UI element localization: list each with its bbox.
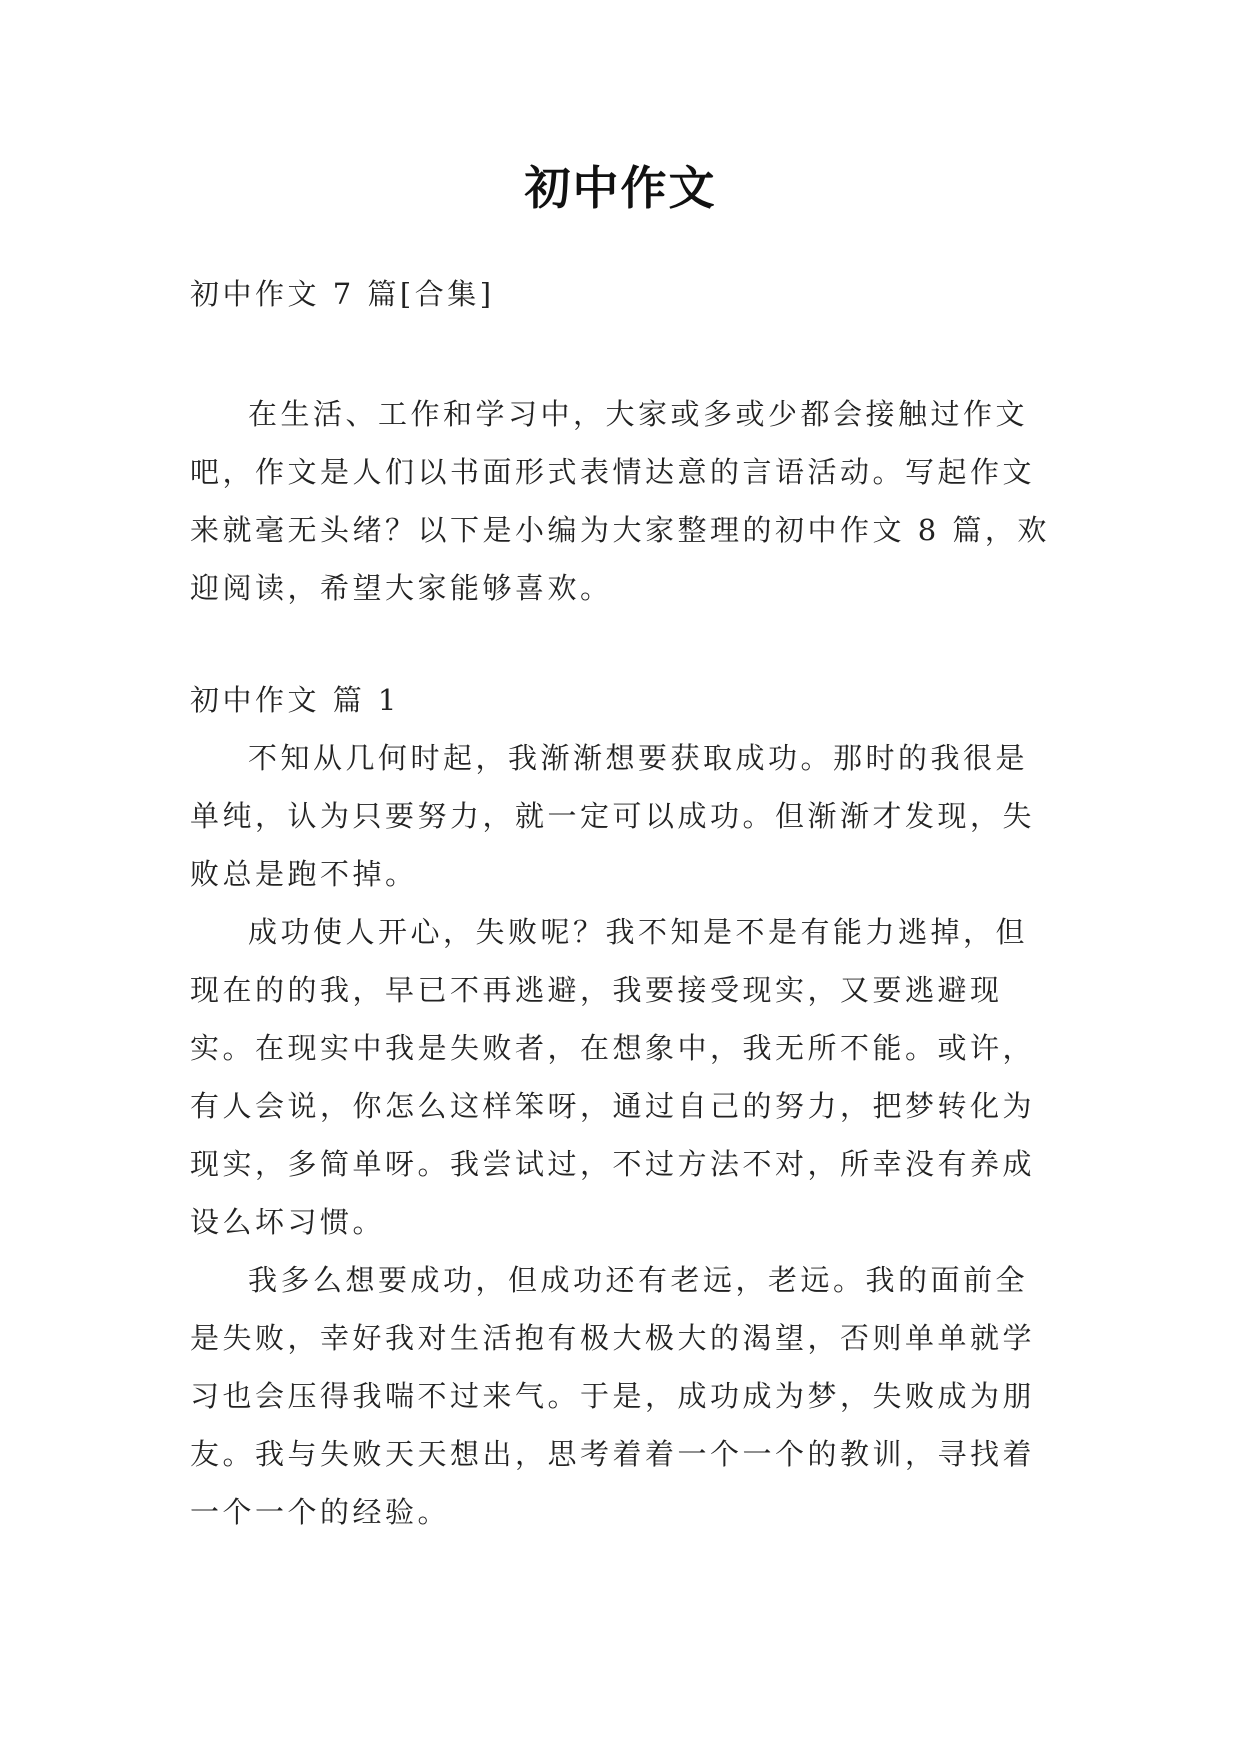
body-paragraph-3: 我多么想要成功，但成功还有老远，老远。我的面前全是失败，幸好我对生活抱有极大极大的渴望，否则单单就学习也会压得我喘不过来气。于是，成功成为梦，失败成为朋友。我与失败天天想出，思考着着一个一个的教训，寻找着一个一个的经验。 <box>190 1263 1036 1529</box>
document-title: 初中作文 <box>524 161 717 215</box>
document-subtitle: 初中作文 7 篇[合集] <box>190 277 495 311</box>
intro-paragraph: 在生活、工作和学习中，大家或多或少都会接触过作文吧，作文是人们以书面形式表情达意的言语活动。写起作文来就毫无头绪？以下是小编为大家整理的初中作文 8 篇，欢迎阅读，希望大家能够喜欢。 <box>190 397 1050 605</box>
spacer <box>190 617 1052 671</box>
section-heading: 初中作文 篇 1 <box>190 683 400 717</box>
body-paragraph-2: 成功使人开心，失败呢？我不知是不是有能力逃掉，但现在的的我，早已不再逃避，我要接受现实，又要逃避现实。在现实中我是失败者，在想象中，我无所不能。或许，有人会说，你怎么这样笨呀，通过自己的努力，把梦转化为现实，多简单呀。我尝试过，不过方法不对，所幸没有养成设么坏习惯。 <box>190 915 1036 1239</box>
spacer <box>190 323 1052 385</box>
document-body <box>190 265 1052 1541</box>
body-paragraph-1: 不知从几何时起，我渐渐想要获取成功。那时的我很是单纯，认为只要努力，就一定可以成功。但渐渐才发现，失败总是跑不掉。 <box>190 741 1036 891</box>
